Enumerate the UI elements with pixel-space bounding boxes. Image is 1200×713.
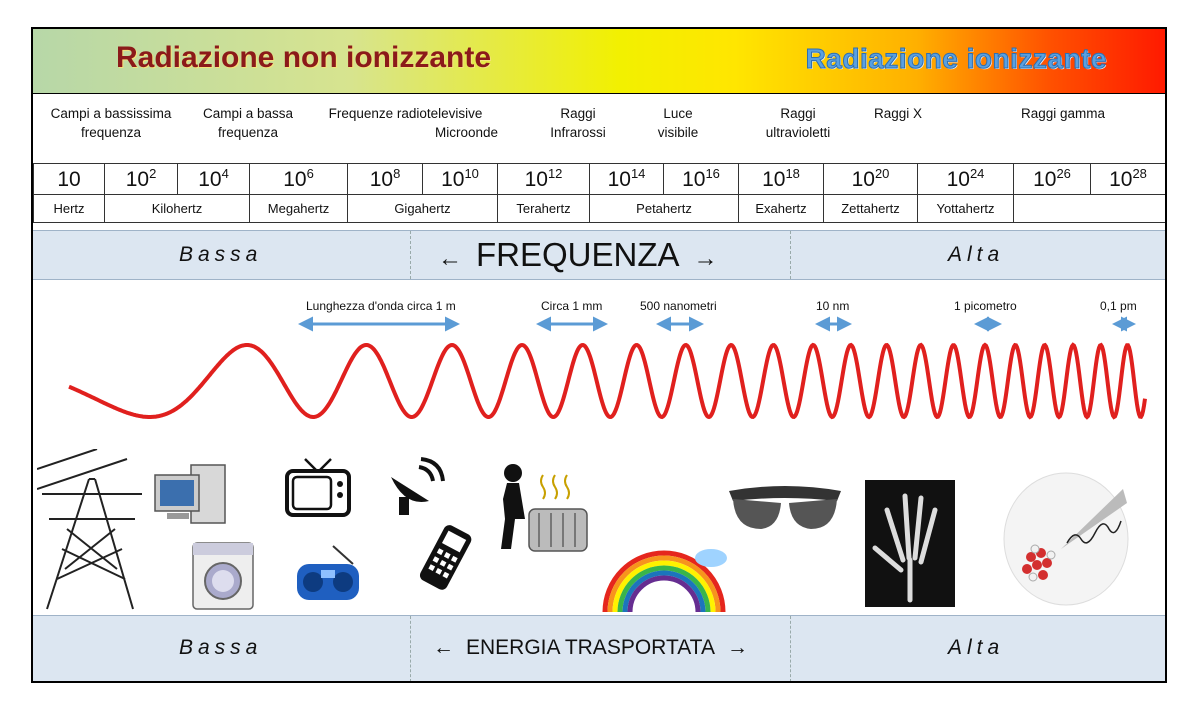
band-names-row (33, 93, 1165, 164)
radiator-icon (493, 459, 593, 564)
arrow-right-icon: → (693, 245, 718, 272)
power-cell: $10^{10}$ (423, 164, 498, 195)
wavelength-label-1pm: 1 picometro (954, 299, 1017, 313)
unit-cell: Kilohertz (105, 195, 250, 223)
unit-cell: Gigahertz (348, 195, 498, 223)
band-visible: Luce visibile (657, 106, 699, 140)
power-cell: $10^6$ (250, 164, 348, 195)
wave-diagram (33, 309, 1165, 439)
unit-cell: Zettahertz (824, 195, 918, 223)
power-cell: $10^2$ (105, 164, 178, 195)
power-cell: $10^{14}$ (590, 164, 664, 195)
atom-gamma-icon (1001, 469, 1131, 609)
xray-hand-icon (865, 480, 955, 607)
wavelength-label-1m: Lunghezza d'onda circa 1 m (306, 299, 456, 313)
frequency-title (438, 236, 718, 274)
frequency-high-label: Alta (948, 243, 1005, 266)
frequency-low-label: Bassa (179, 243, 263, 266)
power-pylon-icon (37, 449, 147, 614)
arrow-left-icon: ← (438, 245, 462, 272)
ionizing-title: Radiazione ionizzante (805, 43, 1107, 74)
unit-cell: Exahertz (739, 195, 824, 223)
wavelength-label-01pm: 0,1 pm (1100, 299, 1137, 313)
unit-cell: Yottahertz (918, 195, 1014, 223)
power-cell: $10^4$ (178, 164, 250, 195)
radio-icon (293, 544, 363, 604)
mobile-phone-icon (417, 517, 477, 597)
power-cell: $10^{24}$ (918, 164, 1014, 195)
unit-cell: Megahertz (250, 195, 348, 223)
radiation-header (33, 29, 1165, 93)
non-ionizing-title: Radiazione non ionizzante (116, 41, 492, 74)
band-lf: Campi a bassa frequenza (202, 106, 294, 140)
powers-row (34, 164, 1166, 195)
energy-low-label: Bassa (179, 636, 263, 659)
sunglasses-icon (725, 481, 845, 541)
band-infrared: Raggi Infrarossi (550, 106, 606, 140)
energy-high-label: Alta (948, 636, 1005, 659)
band-elf: Campi a bassissima frequenza (50, 106, 172, 140)
tv-icon (283, 457, 353, 521)
band-xray: Raggi X (873, 106, 923, 121)
frequency-band (33, 230, 1165, 280)
units-row (34, 195, 1166, 223)
power-cell: $10^{28}$ (1091, 164, 1166, 195)
frequency-title-text: FREQUENZA (476, 236, 680, 273)
wavelength-label-500nm: 500 nanometri (640, 299, 717, 313)
unit-cell: Petahertz (590, 195, 739, 223)
band-ultraviolet: Raggi ultravioletti (765, 106, 831, 140)
arrow-right-icon: → (726, 636, 748, 659)
spectrum-diagram (31, 27, 1167, 683)
unit-cell (1014, 195, 1166, 223)
energy-title-text: ENERGIA TRASPORTATA (466, 636, 715, 659)
wavelength-label-1mm: Circa 1 mm (541, 299, 603, 313)
band-gamma: Raggi gamma (1020, 106, 1106, 121)
wavelength-label-10nm: 10 nm (816, 299, 850, 313)
energy-band (33, 615, 1165, 683)
frequency-scale-table (33, 163, 1166, 223)
rainbow-icon (599, 544, 729, 614)
power-cell: $10^{16}$ (664, 164, 739, 195)
unit-cell: Hertz (34, 195, 105, 223)
power-cell: $10^8$ (348, 164, 423, 195)
power-cell: $10^{18}$ (739, 164, 824, 195)
arrow-left-icon: ← (433, 636, 454, 659)
power-cell: $10^{20}$ (824, 164, 918, 195)
power-cell: $10^{12}$ (498, 164, 590, 195)
computer-icon (151, 461, 231, 531)
power-cell: $10^{26}$ (1014, 164, 1091, 195)
washing-machine-icon (189, 539, 259, 614)
unit-cell: Terahertz (498, 195, 590, 223)
em-wave (69, 345, 1145, 417)
power-cell: 10 (34, 164, 105, 195)
satellite-dish-icon (385, 457, 447, 519)
band-radio-tv: Frequenze radiotelevisive Microonde (328, 106, 498, 140)
energy-title (433, 636, 748, 660)
